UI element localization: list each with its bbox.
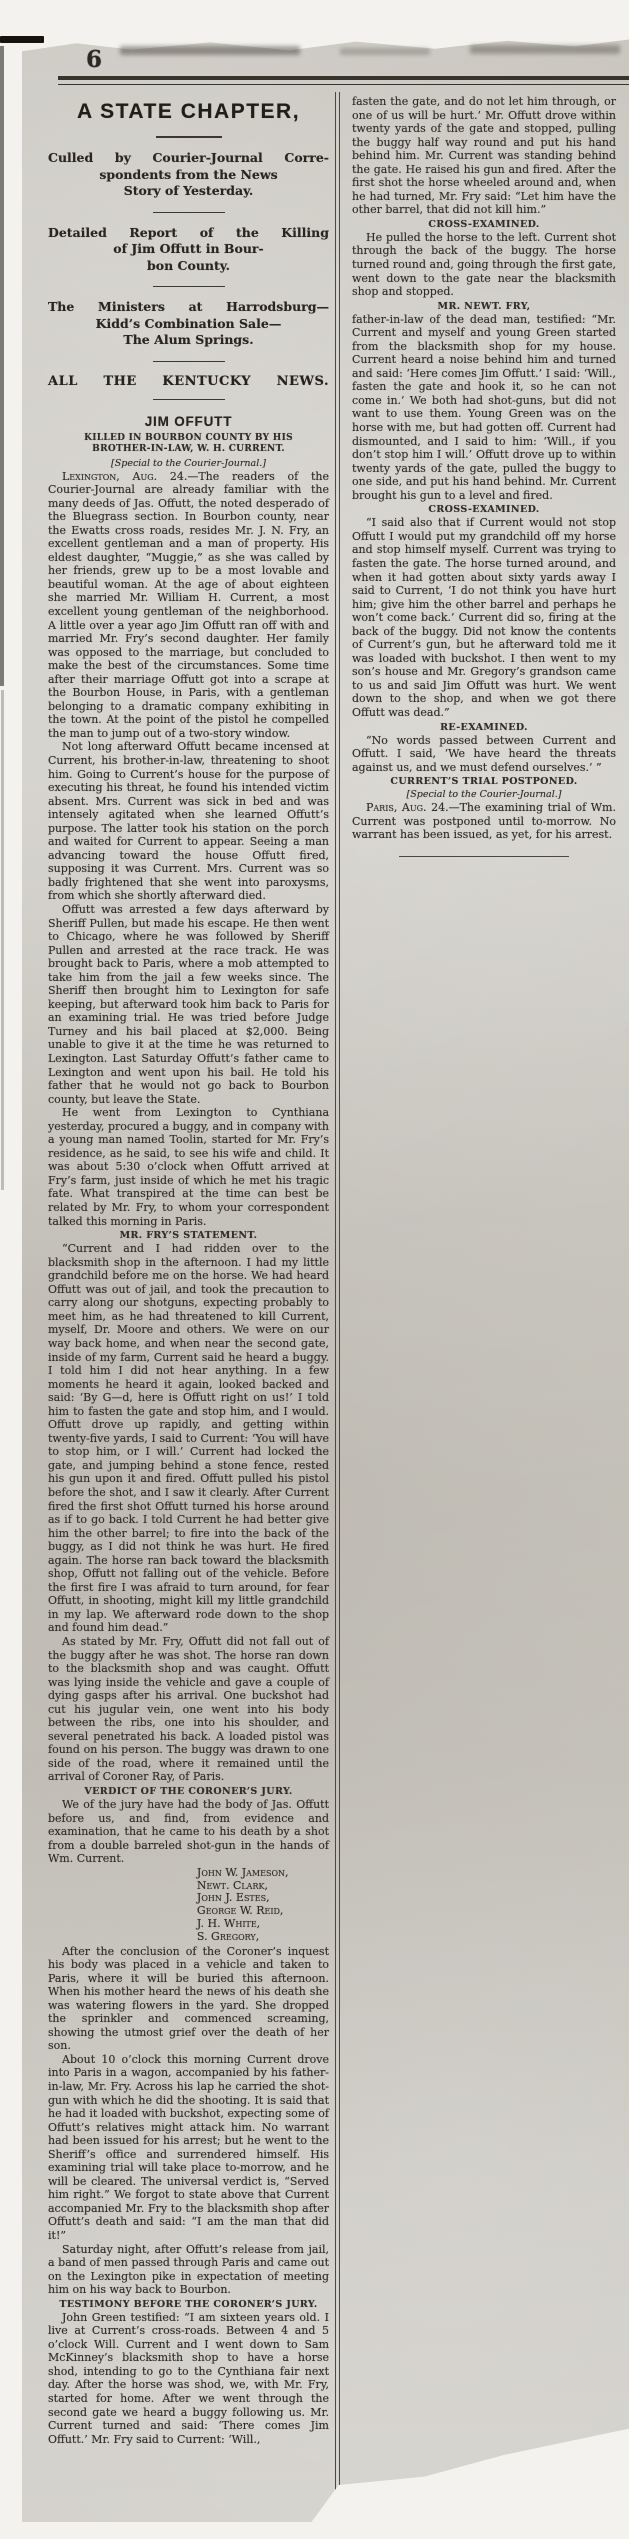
paragraph: Saturday night, after Offutt’s release from jail, a band of men passed through Paris and came out on the Lexington pike in expectation of meeting him on his way back to Bourbon.	[48, 2242, 329, 2297]
paragraph: About 10 o’clock this morning Current drove into Paris in a wagon, accompanied by his father-in-law, Mr. Fry. Across his lap he carried the shot-gun with which he did the shooting. It is said that he had it loaded with buckshot, expecting some of Offutt’s relatives might attack him. No warrant had been issued for his arrest; but he went to the Sheriff’s office and surrendered himself. His examining trial will take place to-morrow, and he will be cleared. The universal verdict is, “Served him right.” We forgot to state above that Current accompanied Mr. Fry to the blacksmith shop after Offutt’s death and said: “I am the man that did it!”	[48, 2052, 329, 2242]
jury-signatures	[197, 1867, 329, 1944]
scan-edge-line	[1, 690, 4, 1190]
section-heading-fry-statement: MR. FRY’S STATEMENT.	[119, 1230, 258, 1242]
deck-line: spondents from the News	[99, 166, 278, 182]
deck-line: bon County.	[147, 257, 230, 273]
paragraph: Not long afterward Offutt became incensed at Current, his brother-in-law, threatening to shoot him. Going to Current’s house for the purpose of executing his threat, he found his intended victim absent. Mrs. Current was sick in bed and was intensely agitated when she learned Offutt’s purpose. The latter took his station on the porch and waited for Current to appear. Seeing a man advancing toward the house Offutt fired, supposing it was Current. Mrs. Current was so badly frightened that she went into paroxysms, from which she shortly afterward died.	[48, 740, 329, 903]
signature: J. H. White,	[196, 1916, 261, 1930]
paragraph-text: —The readers of the Courier-Journal are already familiar with the many deeds of Jas. Offutt, the noted desperado of the Bluegrass section. In Bourbon county, near the Ewatts cross roads, resides Mr. J. N. Fry, an excellent gentleman and a man of property. His eldest daughter, “Muggie,” as she was called by her friends, grew up to be a most lovable and beautiful woman. At the age of about eighteen she married Mr. William H. Current, a most excellent young gentleman of the neighborhood. A little over a year ago Jim Offutt ran off with and married Mr. Fry’s second daughter. Her family was opposed to the marriage, but concluded to make the best of the circumstances. Some time after their marriage Offutt got into a scrape at the Bourbon House, in Paris, with a gentleman belonging to a dramatic company exhibiting in the town. At the point of the pistol he compelled the man to jump out of a two-story window.	[48, 469, 329, 740]
dateline: Lexington, Aug. 24.	[62, 469, 188, 483]
deck-line: of Jim Offutt in Bour-	[113, 241, 264, 256]
section-heading-verdict: VERDICT OF THE CORONER’S JURY.	[84, 1786, 293, 1797]
paragraph: “I said also that if Current would not stop Offutt I would put my grandchild off my horse and stop himself myself. Current was trying to fasten the gate. The horse turned around, and when it had gotten about sixty yards away I said to Current, ‘I do not think you have hurt him; give him the other barrel and perhaps he won’t come back.’ Current did so, firing at the back of the buggy. Did not know the contents of Current’s gun, but he afterward told me it was loaded with buckshot. I then went to my son’s house and Mr. Gregory’s grandson came to us and said Jim Offutt was hurt. We went down to the shop, and when we got there Offutt was dead.”	[352, 516, 616, 719]
signature: John W. Jameson,	[196, 1865, 289, 1879]
article-title: JIM OFFUTT	[144, 413, 233, 429]
deck-headline-1	[48, 150, 329, 200]
section-rule	[153, 212, 225, 213]
ink-smudge	[340, 48, 430, 55]
section-heading-re-examined: RE-EXAMINED.	[440, 721, 528, 733]
article-credit-line: [Special to the Courier-Journal.]	[406, 789, 562, 801]
deck-line: Culled by Courier-Journal Corre-	[48, 150, 329, 165]
paragraph: “No words passed between Current and Offutt. I said, ‘We have heard the threats against us, and we must defend ourselves.’ ”	[352, 733, 616, 774]
deck-line: The Alum Springs.	[123, 332, 254, 347]
paragraph: “Current and I had ridden over to the blacksmith shop in the afternoon. I had my little grandchild before me on the horse. We had heard Offutt was out of jail, and took the precaution to carry along our shotguns, expecting probably to meet him, as he had threatened to kill Current, myself, Dr. Moore and others. We were on our way back home, and when near the second gate, inside of my farm, Current said he heard a buggy. I told him I did not hear anything. In a few moments he heard it again, looked backed and said: ‘By G—d, here is Offutt right on us!’ I told him to fasten the gate and stop him, and I would. Offutt drove up rapidly, and getting within twenty-five yards, I said to Current: ‘You will have to stop him, or I will.’ Current had locked the gate, and jumping behind a stone fence, rested his gun upon it and fired. Offutt pulled his pistol before the shot, and I saw it clearly. After Current fired the first shot Offutt turned his horse around as if to go back. I told Current he had better give him the other barrel; to fire into the back of the buggy, as I did not think he was hurt. He fired again. The horse ran back toward the blacksmith shop, Offutt not falling out of the vehicle. Before the first fire I was afraid to turn around, for fear Offutt, in shooting, might kill my little grandchild in my lap. We afterward rode down to the shop and found him dead.”	[48, 1242, 329, 1635]
paragraph: John Green testified: “I am sixteen years old. I live at Current’s cross-roads. Between 4 and 5 o’clock Will. Current and I went down to Sam McKinney’s blacksmith shop to have a horse shod, intending to go to the Cynthiana fair next day. After the horse was shod, we, with Mr. Fry, started for home. After we went through the second gate we heard a buggy following us. Mr. Current turned and said: ‘There comes Jim Offutt.’ Mr. Fry said to Current: ‘Will.,	[48, 2310, 329, 2446]
dateline: Paris, Aug. 24.	[366, 801, 449, 815]
right-column	[352, 95, 616, 871]
ink-smudge	[120, 46, 300, 55]
ink-smudge	[470, 45, 620, 54]
column-divider-rule	[335, 92, 340, 2512]
kentucky-news-banner: ALL THE KENTUCKY NEWS.	[48, 373, 329, 389]
paragraph	[352, 801, 616, 842]
paragraph: fasten the gate, and do not let him through, or one of us will be hurt.’ Mr. Offutt drove within twenty yards of the gate and stopped, pulling the buggy half way round and put his hand behind him. Mr. Current was standing behind the gate. He raised his gun and fired. After the first shot the horse wheeled around and, when he had turned, Mr. Fry said: “Let him have the other barrel, that did not kill him.”	[352, 95, 616, 217]
paragraph: He went from Lexington to Cynthiana yesterday, procured a buggy, and in company with a young man named Toolin, started for Mr. Fry’s residence, as he said, to see his wife and child. It was about 5:30 o’clock when Offutt arrived at Fry’s farm, just inside of which he met his tragic fate. What transpired at the time can best be related by Mr. Fry, to whom your correspondent talked this morning in Paris.	[48, 1106, 329, 1228]
left-column	[48, 92, 329, 2446]
paragraph	[48, 470, 329, 741]
section-heading-trial-postponed: CURRENT’S TRIAL POSTPONED.	[390, 776, 578, 788]
section-rule	[156, 136, 222, 138]
deck-headline-2	[48, 225, 329, 275]
article-subtitle: KILLED IN BOURBON COUNTY BY HIS BROTHER-IN-LAW, W. H. CURRENT.	[84, 432, 293, 454]
signature: John J. Estes,	[196, 1891, 270, 1905]
section-rule	[153, 361, 225, 362]
signature: S. Gregory,	[196, 1929, 260, 1943]
article-body-right	[352, 95, 616, 857]
article-credit-line: [Special to the Courier-Journal.]	[111, 457, 266, 469]
section-rule	[153, 399, 225, 400]
scan-edge-line	[0, 46, 4, 686]
page-number: 6	[86, 46, 103, 73]
deck-line: Detailed Report of the Killing	[48, 224, 329, 240]
main-headline: A STATE CHAPTER,	[76, 100, 301, 123]
section-heading-newt-fry: MR. NEWT. FRY,	[437, 300, 531, 312]
section-heading-testimony: TESTIMONY BEFORE THE CORONER’S JURY.	[59, 2298, 318, 2310]
section-rule	[153, 286, 225, 287]
paragraph: Offutt was arrested a few days afterward by Sheriff Pullen, but made his escape. He then went to Chicago, where he was followed by Sheriff Pullen and arrested at the race track. He was brought back to Paris, where a mob attempted to take him from the jail a few weeks since. The Sheriff then brought him to Lexington for safe keeping, but afterward took him back to Paris for an examining trial. He was tried before Judge Turney and his bail placed at $2,000. Being unable to give it at the time he was returned to Lexington. Last Saturday Offutt’s father came to Lexington and went upon his bail. He told his father that he would not go back to Bourbon county, but leave the State.	[48, 903, 329, 1106]
masthead-double-rule	[58, 76, 629, 85]
article-body-left	[48, 470, 329, 2447]
paragraph: After the conclusion of the Coroner’s inquest his body was placed in a vehicle and taken to Paris, where it will be buried this afternoon. When his mother heard the news of his death she was watering flowers in the yard. She dropped the sprinkler and commenced screaming, showing the utmost grief over the death of her son.	[48, 1944, 329, 2053]
deck-line: Kidd’s Combination Sale—	[95, 315, 282, 331]
paragraph: He pulled the horse to the left. Current shot through the back of the buggy. The horse turned round and, going through the first gate, went down to the gate near the blacksmith shop and stopped.	[352, 230, 616, 299]
paragraph: We of the jury have had the body of Jas. Offutt before us, and find, from evidence and examination, that he came to his death by a shot from a double barreled shot-gun in the hands of Wm. Current.	[48, 1798, 329, 1866]
section-heading-cross-examined: CROSS-EXAMINED.	[428, 218, 540, 230]
deck-line: Story of Yesterday.	[123, 183, 254, 198]
signature: Newt. Clark,	[196, 1878, 268, 1892]
section-heading-cross-examined: CROSS-EXAMINED.	[428, 504, 540, 516]
paragraph: father-in-law of the dead man, testified: “Mr. Current and myself and young Green started from the blacksmith shop for my house. Current heard a noise behind him and turned and said: ‘Here comes Jim Offutt.’ I said: ‘Will., fasten the gate and hook it, so he can not come in.’ We both had shot-guns, but did not want to use them. Young Green was on the horse with me, but had gotten off. Current had dismounted, and I said to him: ‘Will., if you don’t stop him I will.’ Offutt drove up to within twenty yards of the gate, pulled the buggy to one side, and put his hand behind. Mr. Current brought his gun to a level and fired.	[352, 312, 616, 502]
article-end-rule	[399, 856, 569, 857]
deck-line: The Ministers at Harrodsburg—	[48, 299, 329, 314]
paragraph-text: —The examining trial of Wm. Current was postponed until to-morrow. No warrant has been issued, as yet, for his arrest.	[352, 801, 616, 842]
scan-background-edge	[0, 2525, 629, 2539]
signature: George W. Reid,	[196, 1904, 284, 1918]
deck-headline-3	[48, 299, 329, 349]
paragraph: As stated by Mr. Fry, Offutt did not fall out of the buggy after he was shot. The horse ran down to the blacksmith shop and was caught. Offutt was lying inside the vehicle and gave a couple of dying gasps after his arrival. One buckshot had cut his jugular vein, one went into his body between the ribs, one into his shoulder, and several penetrated his back. A loaded pistol was found on his person. The buggy was drawn to one side of the road, where it remained until the arrival of Coroner Ray, of Paris.	[48, 1634, 329, 1784]
scan-scuff-mark	[0, 36, 44, 43]
